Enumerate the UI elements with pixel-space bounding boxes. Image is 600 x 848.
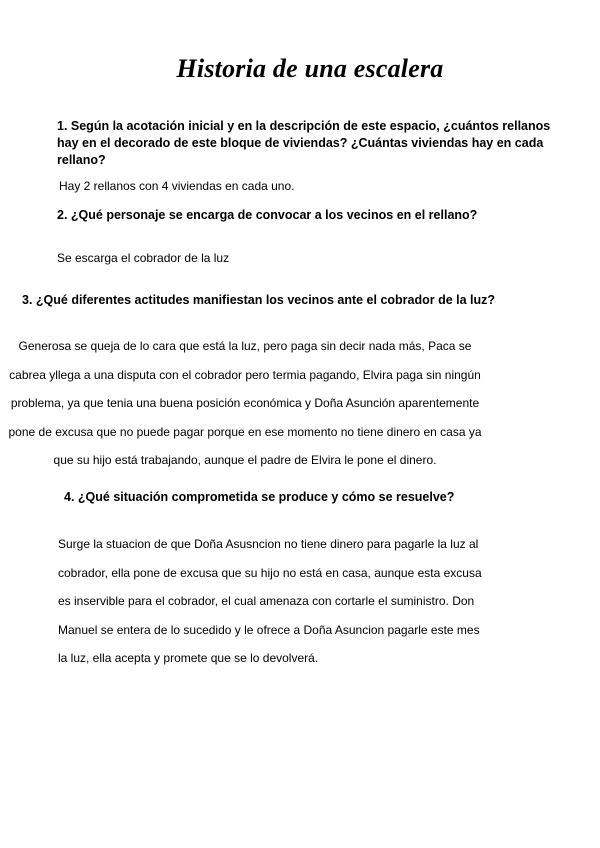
answer-4	[58, 530, 482, 673]
question-3	[22, 292, 495, 309]
answer-line: Generosa se queja de lo cara que está la luz, pero paga sin decir nada más, Paca se	[18, 339, 472, 353]
question-line: 1. Según la acotación inicial y en la descripción de este espacio, ¿cuántos rellanos	[57, 119, 551, 133]
answer-1	[59, 178, 294, 194]
answer-line: Se escarga el cobrador de la luz	[57, 251, 230, 265]
question-line: 2. ¿Qué personaje se encarga de convocar a los vecinos en el rellano?	[57, 208, 478, 222]
question-2	[57, 207, 477, 224]
answer-line: Surge la stuacion de que Doña Asusncion no tiene dinero para pagarle la luz al	[58, 537, 479, 551]
question-line: rellano?	[57, 153, 106, 167]
answer-line: es inservible para el cobrador, el cual amenaza con cortarle el suministro. Don	[58, 594, 475, 608]
question-1	[57, 118, 550, 169]
answer-line: Manuel se entera de lo sucedido y le ofrece a Doña Asuncion pagarle este mes	[58, 622, 480, 637]
answer-line: Hay 2 rellanos con 4 viviendas en cada uno.	[59, 179, 295, 193]
answer-line: cobrador, ella pone de excusa que su hijo no está en casa, aunque esta excusa	[58, 565, 482, 580]
answer-line: pone de excusa que no puede pagar porque en ese momento no tiene dinero en casa ya	[8, 424, 482, 439]
question-line: 3. ¿Qué diferentes actitudes manifiestan los vecinos ante el cobrador de la luz?	[22, 293, 496, 307]
answer-line: problema, ya que tenia una buena posición económica y Doña Asunción aparentemente	[10, 396, 480, 410]
answer-line: que su hijo está trabajando, aunque el padre de Elvira le pone el dinero.	[53, 453, 437, 467]
document-title: Historia de una escalera	[176, 54, 444, 83]
question-line: 4. ¿Qué situación comprometida se produce y cómo se resuelve?	[64, 490, 455, 504]
answer-3	[0, 332, 490, 475]
answer-2	[57, 250, 229, 266]
question-4	[64, 489, 454, 506]
answer-line: cabrea yllega a una disputa con el cobrador pero termia pagando, Elvira paga sin ningún	[9, 367, 481, 382]
question-line: hay en el decorado de este bloque de viviendas? ¿Cuántas viviendas hay en cada	[57, 136, 544, 150]
answer-line: la luz, ella acepta y promete que se lo devolverá.	[58, 651, 319, 665]
